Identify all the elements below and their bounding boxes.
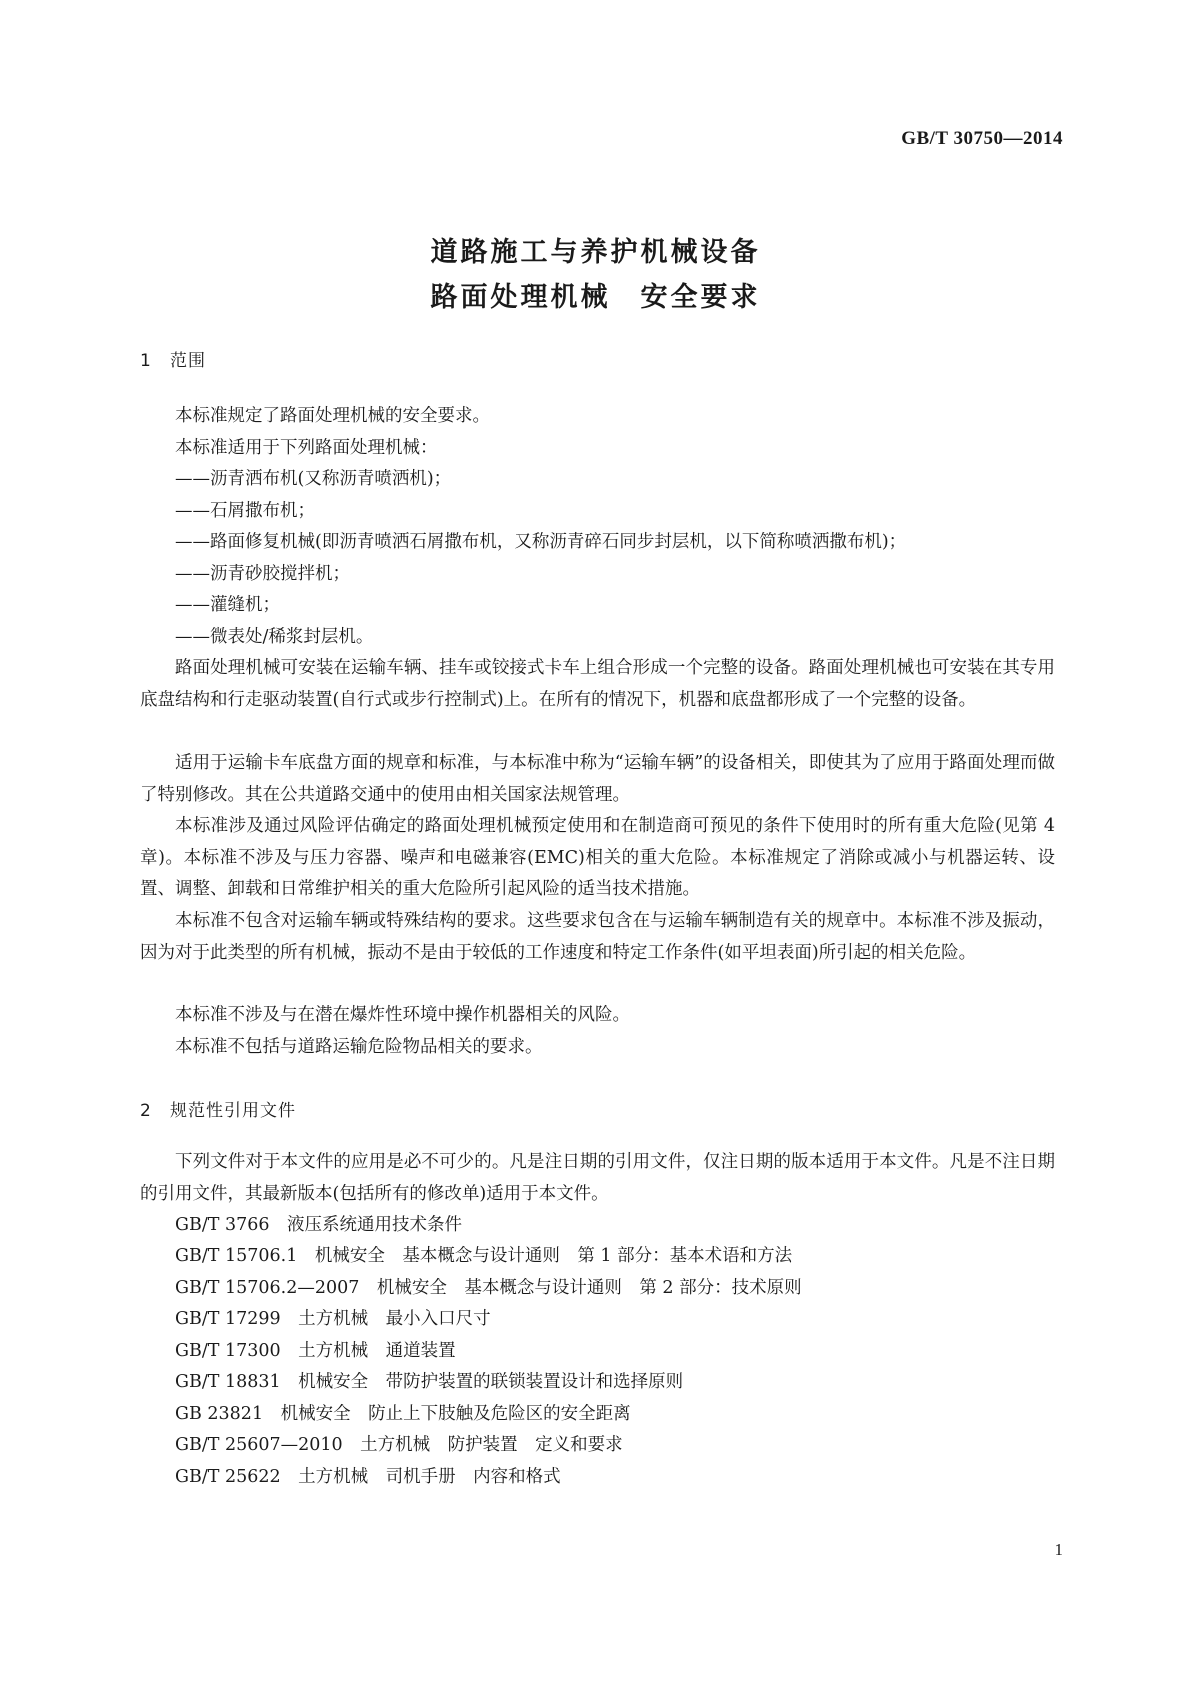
scope-intro-1: 本标准规定了路面处理机械的安全要求。	[175, 406, 490, 426]
reference-item: GB/T 25622 土方机械 司机手册 内容和格式	[175, 1467, 561, 1487]
section-number: 1	[140, 351, 152, 371]
reference-item: GB/T 17300 土方机械 通道装置	[175, 1341, 456, 1361]
paragraph: 路面处理机械可安装在运输车辆、挂车或铰接式卡车上组合形成一个完整的设备。路面处理机械也可安装在其专用底盘结构和行走驱动装置(自行式或步行控制式)上。在所有的情况下，机器和底盘都形成了一个完整的设备。	[140, 658, 1055, 710]
scope-intro-2: 本标准适用于下列路面处理机械：	[175, 438, 438, 458]
reference-item: GB/T 17299 土方机械 最小入口尺寸	[175, 1309, 491, 1329]
list-item: ——石屑撒布机；	[175, 501, 315, 521]
paragraph: 本标准不包含对运输车辆或特殊结构的要求。这些要求包含在与运输车辆制造有关的规章中。本标准不涉及振动，因为对于此类型的所有机械，振动不是由于较低的工作速度和特定工作条件(如平坦表面)所引起的相关危险。	[140, 911, 1055, 963]
paragraph: 下列文件对于本文件的应用是必不可少的。凡是注日期的引用文件，仅注日期的版本适用于本文件。凡是不注日期的引用文件，其最新版本(包括所有的修改单)适用于本文件。	[140, 1152, 1055, 1204]
paragraph: 本标准不包括与道路运输危险物品相关的要求。	[175, 1037, 543, 1057]
reference-item: GB/T 15706.2—2007 机械安全 基本概念与设计通则 第 2 部分：技术原则	[175, 1278, 802, 1298]
reference-item: GB/T 18831 机械安全 带防护装置的联锁装置设计和选择原则	[175, 1372, 684, 1392]
reference-item: GB/T 15706.1 机械安全 基本概念与设计通则 第 1 部分：基本术语和方法	[175, 1246, 793, 1266]
list-item: ——微表处/稀浆封层机。	[175, 627, 374, 647]
reference-item: GB/T 3766 液压系统通用技术条件	[175, 1215, 463, 1235]
section-title: 范围	[170, 351, 206, 371]
section-2-heading	[140, 1096, 296, 1121]
list-item: ——沥青洒布机(又称沥青喷洒机)；	[175, 469, 452, 489]
standard-number: GB/T 30750—2014	[901, 128, 1063, 149]
reference-item: GB/T 25607—2010 土方机械 防护装置 定义和要求	[175, 1435, 623, 1455]
list-item: ——沥青砂胶搅拌机；	[175, 564, 350, 584]
document-title-line2: 路面处理机械 安全要求	[430, 282, 761, 313]
section-number: 2	[140, 1101, 152, 1121]
reference-item: GB 23821 机械安全 防止上下肢触及危险区的安全距离	[175, 1404, 631, 1424]
section-title: 规范性引用文件	[170, 1101, 296, 1121]
list-item: ——灌缝机；	[175, 595, 280, 615]
section-1-heading	[140, 346, 206, 371]
paragraph: 本标准不涉及与在潜在爆炸性环境中操作机器相关的风险。	[175, 1005, 630, 1025]
page-number: 1	[1054, 1540, 1063, 1559]
list-item: ——路面修复机械(即沥青喷洒石屑撒布机，又称沥青碎石同步封层机，以下简称喷洒撒布机)；	[175, 532, 907, 552]
paragraph: 适用于运输卡车底盘方面的规章和标准，与本标准中称为“运输车辆”的设备相关，即使其为了应用于路面处理而做了特别修改。其在公共道路交通中的使用由相关国家法规管理。	[140, 753, 1055, 805]
document-title-line1: 道路施工与养护机械设备	[430, 237, 761, 268]
paragraph: 本标准涉及通过风险评估确定的路面处理机械预定使用和在制造商可预见的条件下使用时的所有重大危险(见第 4 章)。本标准不涉及与压力容器、噪声和电磁兼容(EMC)相关的重大危险。本标准规定了消除或减小与机器运转、设置、调整、卸载和日常维护相关的重大危险所引起风险的适当技术措施。	[140, 816, 1055, 899]
